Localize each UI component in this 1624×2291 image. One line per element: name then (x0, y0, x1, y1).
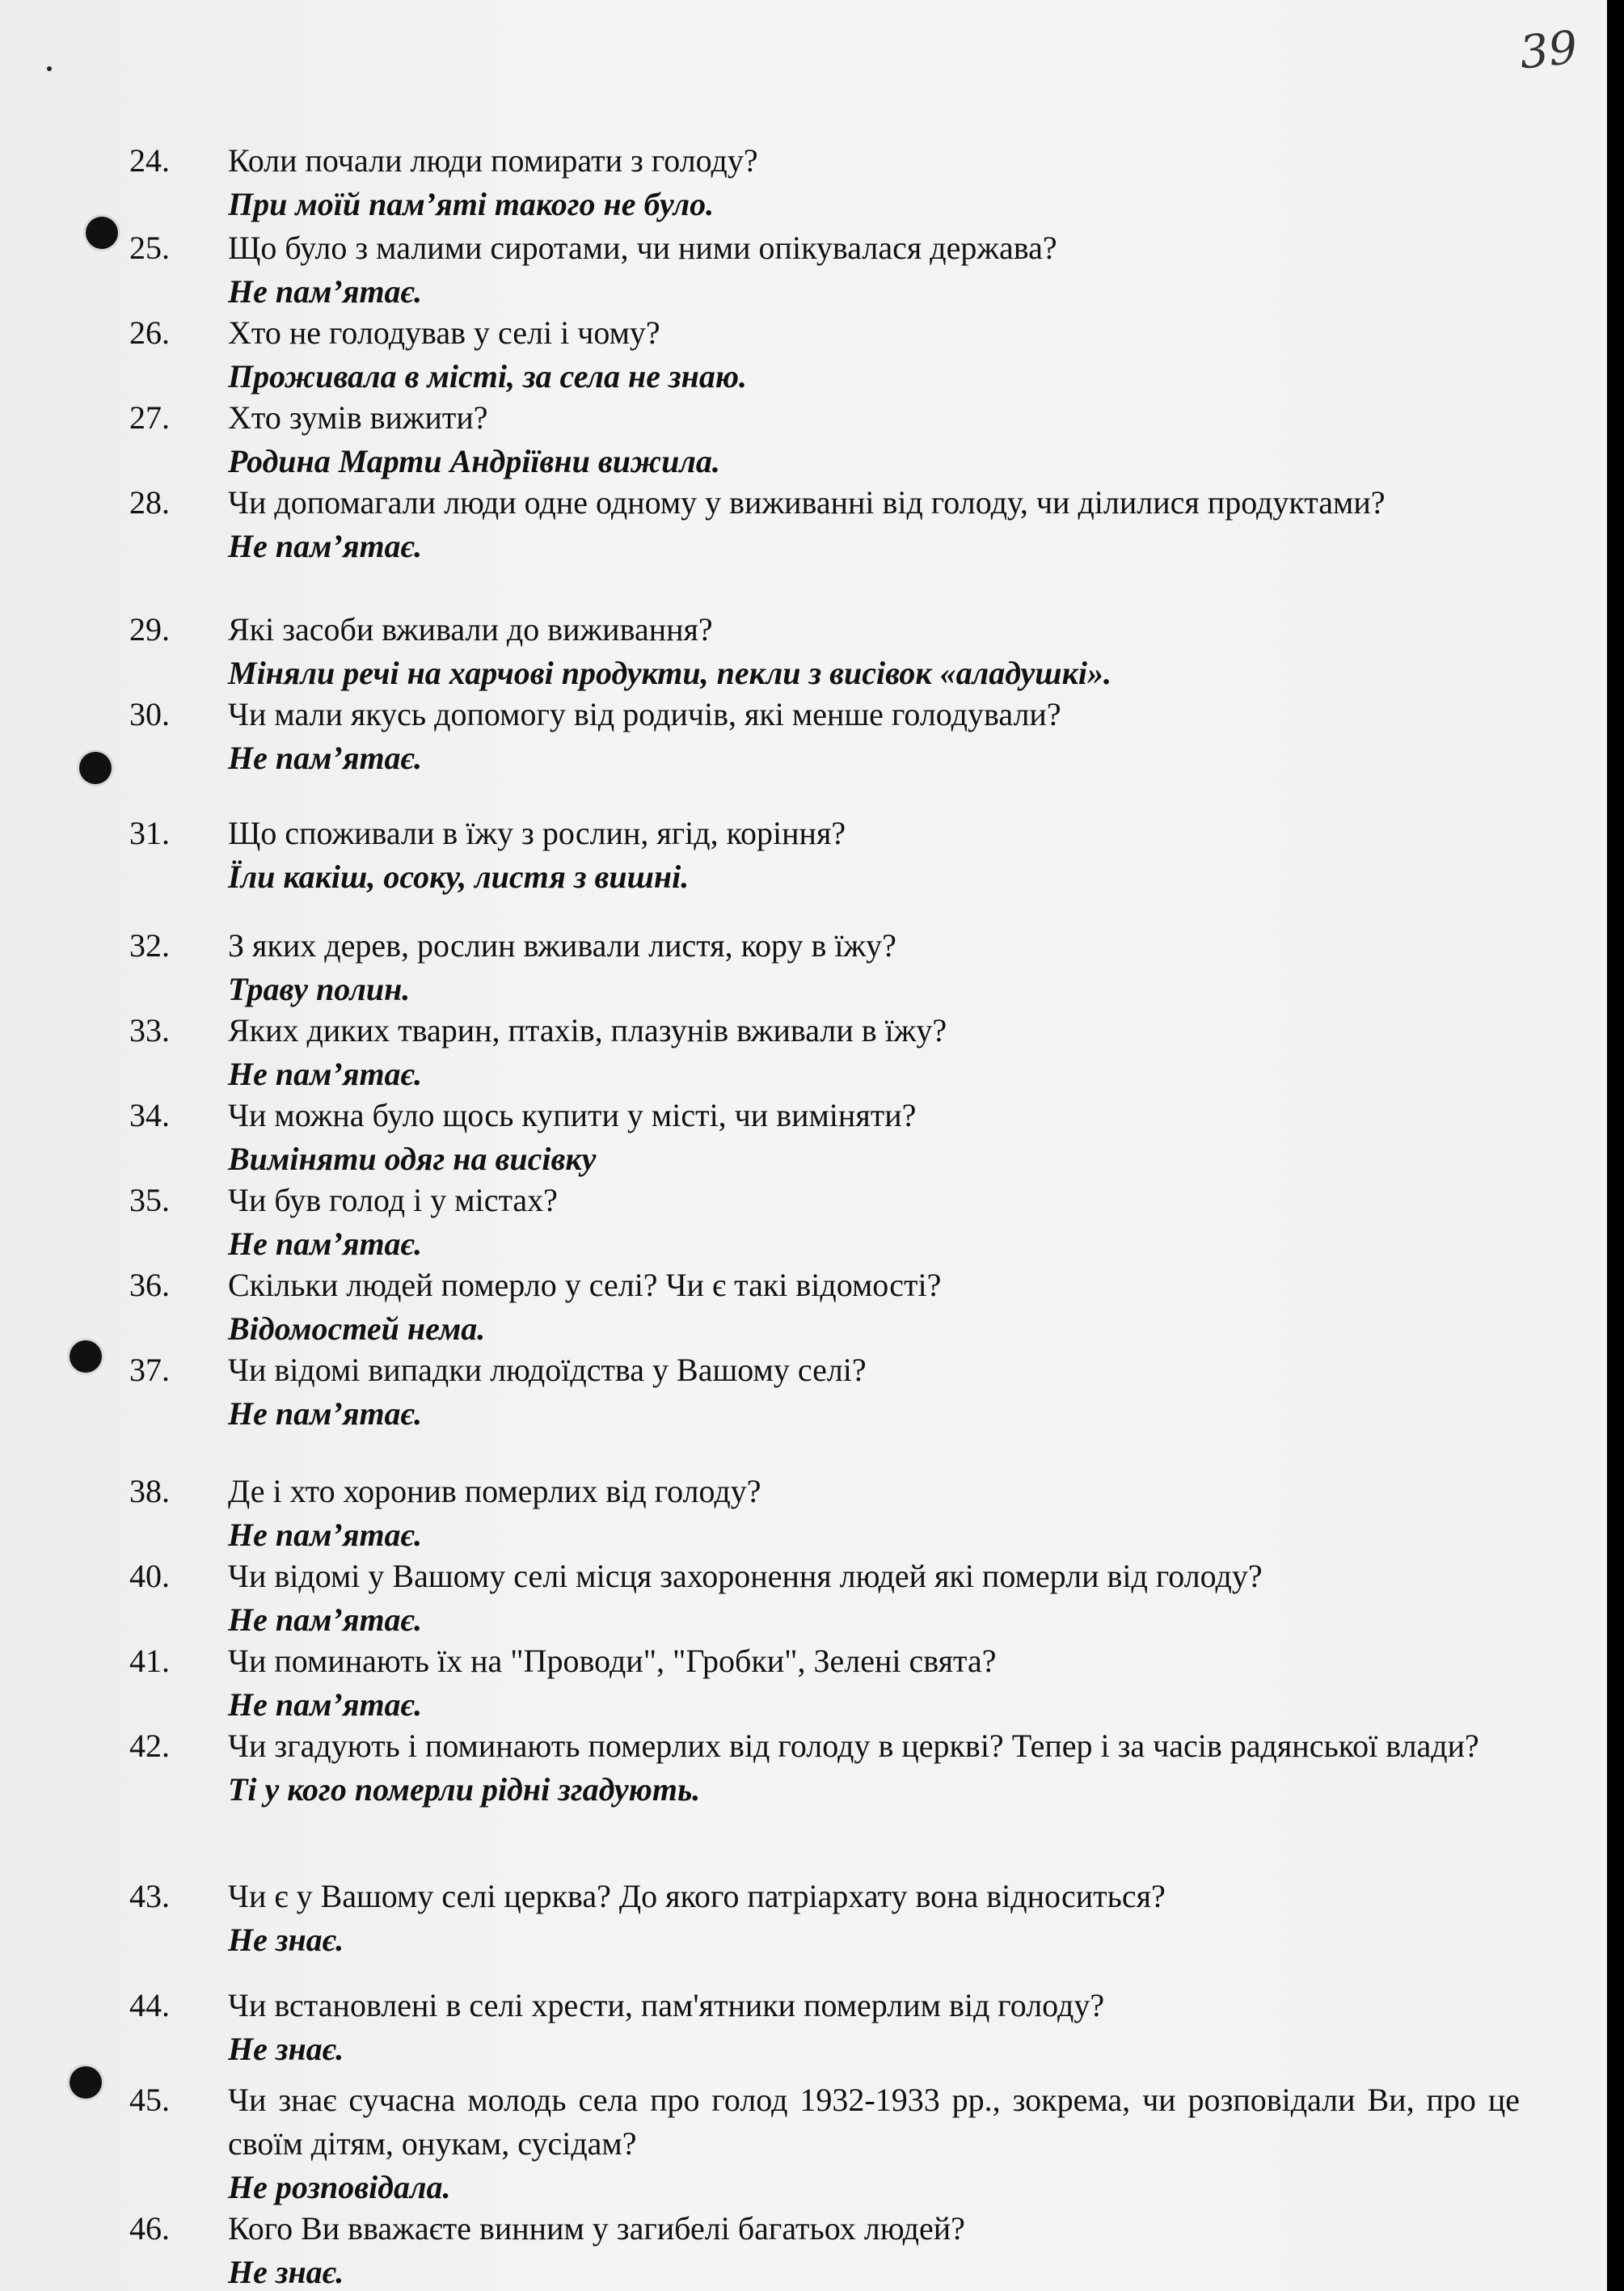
list-item (129, 812, 1520, 899)
question-number: 33. (129, 1012, 170, 1048)
list-item (129, 1724, 1520, 1812)
list-item (129, 1009, 1520, 1096)
question-number: 46. (129, 2210, 170, 2247)
question-number: 41. (129, 1643, 170, 1679)
answer-text: Родина Марти Андріївни вижила. (228, 443, 720, 479)
question-number: 40. (129, 1558, 170, 1594)
list-item (129, 396, 1520, 483)
question-number: 43. (129, 1878, 170, 1914)
answer-text: Не пам’ятає. (228, 1395, 423, 1432)
list-item (129, 2078, 1520, 2209)
question-text: Чи допомагали люди одне одному у виживанні від голоду, чи ділилися продуктами? (228, 484, 1386, 521)
question-number: 44. (129, 1987, 170, 2023)
answer-text: Не знає. (228, 1922, 344, 1958)
question-text: Чи згадують і поминають померлих від голоду в церкві? Тепер і за часів радянської влади? (228, 1728, 1479, 1764)
question-number: 32. (129, 927, 170, 964)
question-text: Де і хто хоронив померлих від голоду? (228, 1473, 761, 1509)
answer-text: Не розповідала. (228, 2169, 451, 2205)
punch-hole (70, 2066, 102, 2099)
question-text: Хто не голодував у селі і чому? (228, 314, 660, 351)
question-number: 34. (129, 1097, 170, 1133)
list-item (129, 1639, 1520, 1727)
question-text: Кого Ви вважаєте винним у загибелі багатьох людей? (228, 2210, 965, 2247)
question-text: Чи знає сучасна молодь села про голод 1932-1933 рр., зокрема, чи розповідали Ви, про це своїм дітям, онукам, сусідам? (228, 2082, 1520, 2162)
question-text: Скільки людей померло у селі? Чи є такі відомості? (228, 1267, 942, 1303)
answer-text: Не пам’ятає. (228, 1226, 423, 1262)
question-number: 36. (129, 1267, 170, 1303)
question-text: З яких дерев, рослин вживали листя, кору в їжу? (228, 927, 896, 964)
answer-text: Відомостей нема. (228, 1310, 486, 1347)
answer-text: Не пам’ятає. (228, 1056, 423, 1092)
question-number: 29. (129, 611, 170, 648)
question-text: Яких диких тварин, птахів, плазунів вживали в їжу? (228, 1012, 947, 1048)
question-number: 30. (129, 696, 170, 732)
question-text: Чи можна було щось купити у місті, чи виміняти? (228, 1097, 917, 1133)
answer-text: Не пам’ятає. (228, 528, 423, 564)
question-text: Що споживали в їжу з рослин, ягід, коріння? (228, 815, 846, 851)
question-text: Чи відомі у Вашому селі місця захоронення людей які померли від голоду? (228, 1558, 1263, 1594)
list-item (129, 1984, 1520, 2071)
question-text: Хто зумів вижити? (228, 399, 488, 436)
answer-text: Траву полин. (228, 971, 411, 1007)
question-text: Що було з малими сиротами, чи ними опікувалася держава? (228, 230, 1057, 266)
answer-text: При моїй пам’яті такого не було. (228, 186, 715, 222)
question-number: 35. (129, 1182, 170, 1218)
list-item (129, 481, 1520, 568)
answer-text: Не знає. (228, 2031, 344, 2067)
question-number: 28. (129, 484, 170, 521)
answer-text: Не пам’ятає. (228, 740, 423, 776)
punch-hole (79, 752, 112, 784)
answer-text: Виміняти одяг на висівку (228, 1141, 597, 1177)
question-text: Коли почали люди помирати з голоду? (228, 142, 758, 179)
question-text: Чи є у Вашому селі церква? До якого патріархату вона відноситься? (228, 1878, 1166, 1914)
question-number: 27. (129, 399, 170, 436)
question-number: 45. (129, 2082, 170, 2118)
question-number: 42. (129, 1728, 170, 1764)
question-number: 38. (129, 1473, 170, 1509)
list-item (129, 1348, 1520, 1436)
punch-hole (86, 217, 118, 249)
question-text: Чи відомі випадки людоїдства у Вашому селі? (228, 1352, 867, 1388)
list-item (129, 226, 1520, 314)
question-number: 26. (129, 314, 170, 351)
list-item (129, 311, 1520, 399)
answer-text: Не пам’ятає. (228, 1686, 423, 1723)
answer-text: Не пам’ятає. (228, 1601, 423, 1638)
list-item (129, 693, 1520, 780)
question-text: Чи мали якусь допомогу від родичів, які менше голодували? (228, 696, 1061, 732)
answer-text: Не знає. (228, 2254, 344, 2290)
question-number: 25. (129, 230, 170, 266)
list-item (129, 1179, 1520, 1266)
list-item (129, 139, 1520, 226)
list-item (129, 1264, 1520, 1351)
question-number: 37. (129, 1352, 170, 1388)
page-number: 39 (1516, 21, 1580, 80)
punch-hole (70, 1340, 102, 1373)
answer-text: Міняли речі на харчові продукти, пекли з висівок «аладушкі». (228, 655, 1111, 691)
question-number: 24. (129, 142, 170, 179)
speck (47, 66, 52, 71)
list-item (129, 924, 1520, 1011)
question-text: Чи був голод і у містах? (228, 1182, 558, 1218)
list-item (129, 1555, 1520, 1642)
question-text: Які засоби вживали до виживання? (228, 611, 713, 648)
question-number: 31. (129, 815, 170, 851)
list-item (129, 1470, 1520, 1557)
answer-text: Проживала в місті, за села не знаю. (228, 358, 748, 394)
list-item (129, 2207, 1520, 2291)
list-item (129, 1094, 1520, 1181)
answer-text: Не пам’ятає. (228, 273, 423, 310)
list-item (129, 608, 1520, 695)
answer-text: Не пам’ятає. (228, 1517, 423, 1553)
list-item (129, 1875, 1520, 1962)
answer-text: Ті у кого померли рідні згадують. (228, 1771, 701, 1808)
question-text: Чи поминають їх на "Проводи", "Гробки", Зелені свята? (228, 1643, 997, 1679)
question-text: Чи встановлені в селі хрести, пам'ятники померлим від голоду? (228, 1987, 1105, 2023)
answer-text: Їли какіш, осоку, листя з вишні. (228, 859, 690, 895)
